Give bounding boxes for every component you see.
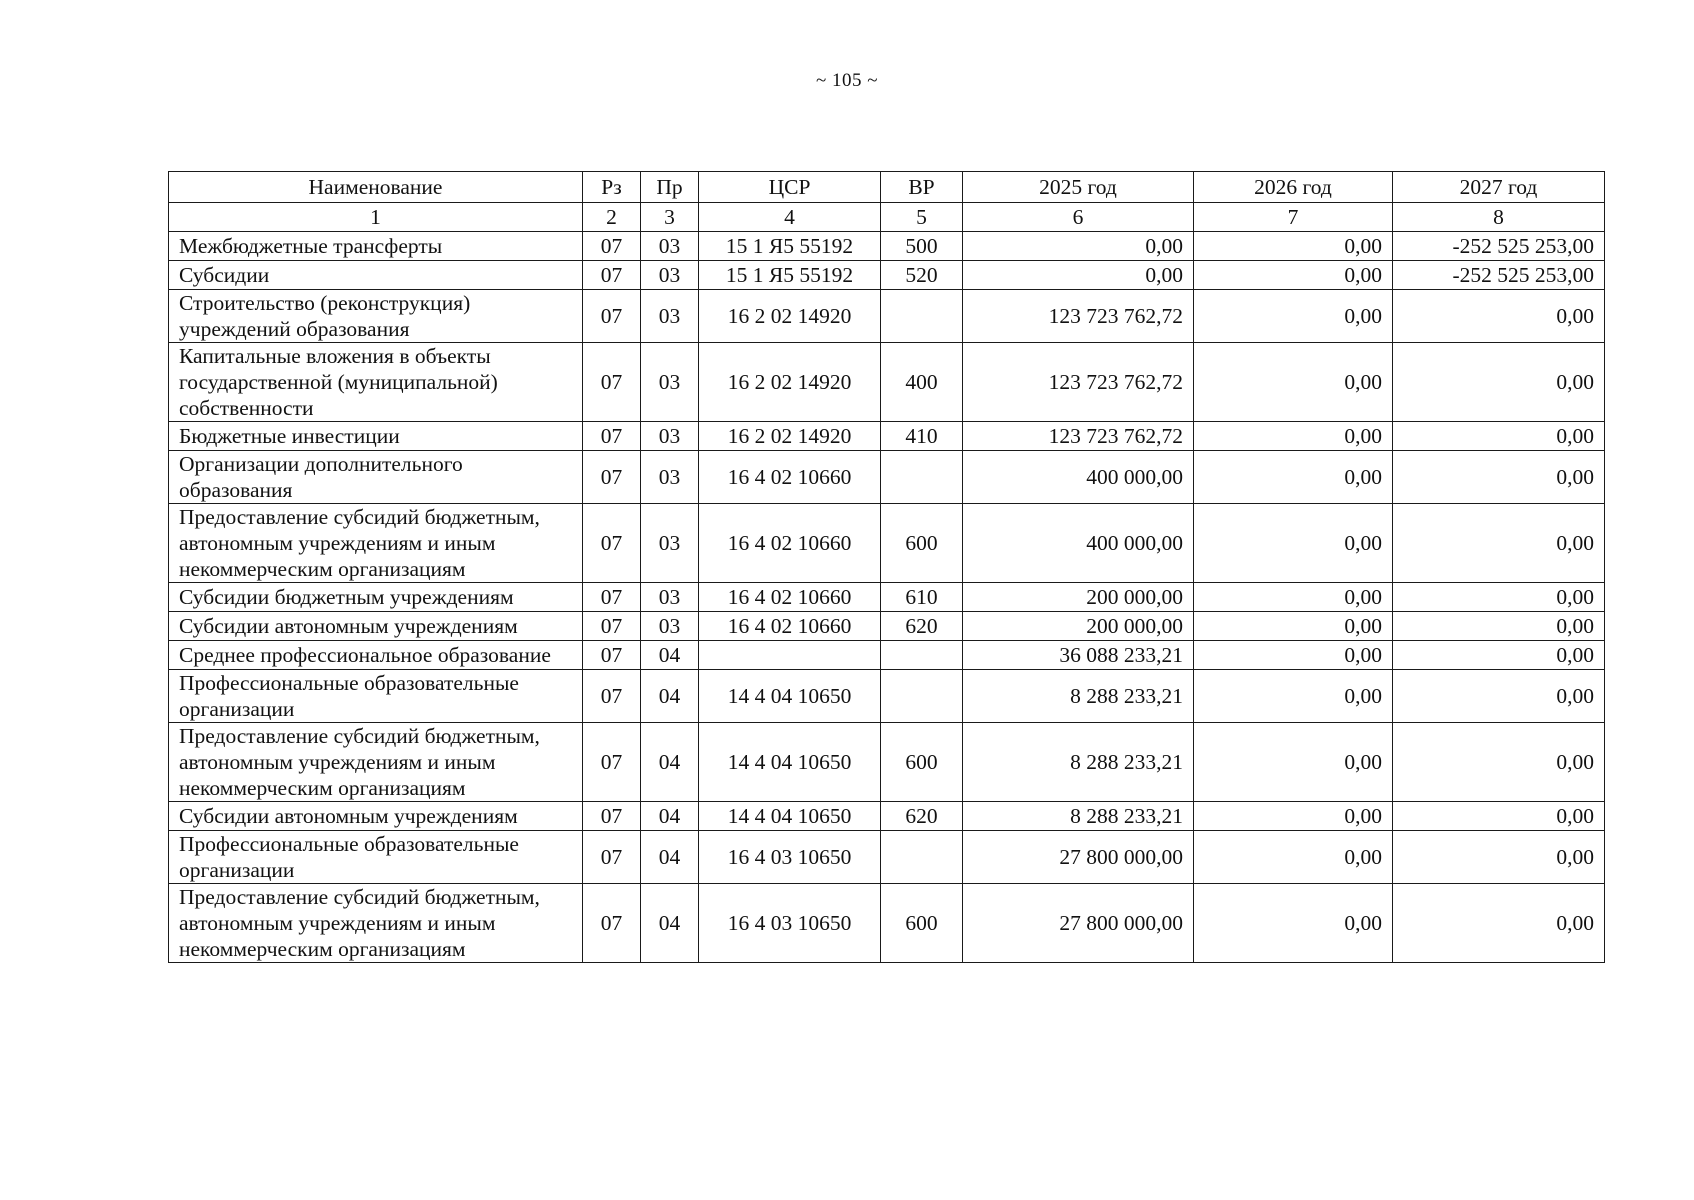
cell-pr: 03: [641, 232, 699, 261]
cell-rz: 07: [583, 583, 641, 612]
cell-2025: 400 000,00: [963, 504, 1194, 583]
cell-vr: 500: [881, 232, 963, 261]
cell-pr: 04: [641, 723, 699, 802]
table-row: [169, 451, 1605, 504]
cell-rz: 07: [583, 641, 641, 670]
cell-2027: 0,00: [1393, 612, 1605, 641]
cell-pr: 03: [641, 583, 699, 612]
cell-pr: 04: [641, 670, 699, 723]
table-row: [169, 670, 1605, 723]
cell-pr: 04: [641, 884, 699, 963]
cell-2025: 27 800 000,00: [963, 831, 1194, 884]
cell-rz: 07: [583, 802, 641, 831]
cell-name: Субсидии: [169, 261, 583, 290]
table-row: [169, 232, 1605, 261]
column-header-pr: Пр: [641, 172, 699, 203]
cell-2027: 0,00: [1393, 290, 1605, 343]
cell-2026: 0,00: [1194, 641, 1393, 670]
cell-rz: 07: [583, 670, 641, 723]
cell-rz: 07: [583, 451, 641, 504]
cell-csr: 16 4 03 10650: [699, 831, 881, 884]
cell-rz: 07: [583, 232, 641, 261]
cell-vr: [881, 670, 963, 723]
table-row: [169, 831, 1605, 884]
cell-pr: 03: [641, 451, 699, 504]
column-number: 1: [169, 203, 583, 232]
cell-2025: 400 000,00: [963, 451, 1194, 504]
cell-2027: 0,00: [1393, 422, 1605, 451]
cell-rz: 07: [583, 504, 641, 583]
cell-2026: 0,00: [1194, 884, 1393, 963]
column-number: 7: [1194, 203, 1393, 232]
cell-name: Предоставление субсидий бюджетным, автономным учреждениям и иным некоммерческим организациям: [169, 884, 583, 963]
cell-pr: 03: [641, 290, 699, 343]
column-header-vr: ВР: [881, 172, 963, 203]
cell-name: Предоставление субсидий бюджетным, автономным учреждениям и иным некоммерческим организациям: [169, 723, 583, 802]
cell-csr: 16 4 02 10660: [699, 583, 881, 612]
cell-2026: 0,00: [1194, 612, 1393, 641]
cell-pr: 03: [641, 612, 699, 641]
cell-csr: 15 1 Я5 55192: [699, 232, 881, 261]
cell-pr: 03: [641, 504, 699, 583]
cell-2026: 0,00: [1194, 232, 1393, 261]
column-header-2026: 2026 год: [1194, 172, 1393, 203]
cell-2027: 0,00: [1393, 670, 1605, 723]
cell-2026: 0,00: [1194, 290, 1393, 343]
table-row: [169, 504, 1605, 583]
cell-vr: 400: [881, 343, 963, 422]
cell-rz: 07: [583, 343, 641, 422]
column-header-2025: 2025 год: [963, 172, 1194, 203]
cell-pr: 03: [641, 261, 699, 290]
cell-2027: 0,00: [1393, 802, 1605, 831]
cell-name: Среднее профессиональное образование: [169, 641, 583, 670]
cell-2026: 0,00: [1194, 422, 1393, 451]
column-header-rz: Рз: [583, 172, 641, 203]
column-number: 4: [699, 203, 881, 232]
cell-csr: 15 1 Я5 55192: [699, 261, 881, 290]
column-number: 6: [963, 203, 1194, 232]
cell-2025: 27 800 000,00: [963, 884, 1194, 963]
cell-vr: 410: [881, 422, 963, 451]
cell-name: Субсидии автономным учреждениям: [169, 802, 583, 831]
cell-2026: 0,00: [1194, 504, 1393, 583]
cell-vr: [881, 451, 963, 504]
cell-csr: 14 4 04 10650: [699, 723, 881, 802]
cell-2026: 0,00: [1194, 343, 1393, 422]
column-header-csr: ЦСР: [699, 172, 881, 203]
cell-name: Субсидии бюджетным учреждениям: [169, 583, 583, 612]
cell-2025: 0,00: [963, 232, 1194, 261]
cell-csr: 14 4 04 10650: [699, 670, 881, 723]
cell-2027: 0,00: [1393, 504, 1605, 583]
cell-name: Строительство (реконструкция) учреждений образования: [169, 290, 583, 343]
cell-name: Профессиональные образовательные организации: [169, 831, 583, 884]
cell-rz: 07: [583, 422, 641, 451]
table-row: [169, 583, 1605, 612]
cell-csr: 16 4 02 10660: [699, 612, 881, 641]
cell-2026: 0,00: [1194, 583, 1393, 612]
cell-name: Предоставление субсидий бюджетным, автономным учреждениям и иным некоммерческим организациям: [169, 504, 583, 583]
cell-2026: 0,00: [1194, 802, 1393, 831]
cell-2025: 8 288 233,21: [963, 802, 1194, 831]
page-number: ~ 105 ~: [815, 70, 879, 91]
cell-vr: 610: [881, 583, 963, 612]
cell-name: Капитальные вложения в объекты государственной (муниципальной) собственности: [169, 343, 583, 422]
cell-2027: 0,00: [1393, 831, 1605, 884]
cell-2025: 123 723 762,72: [963, 422, 1194, 451]
cell-vr: 600: [881, 504, 963, 583]
cell-2025: 123 723 762,72: [963, 343, 1194, 422]
cell-2025: 8 288 233,21: [963, 670, 1194, 723]
column-number: 3: [641, 203, 699, 232]
cell-2026: 0,00: [1194, 831, 1393, 884]
cell-csr: 16 2 02 14920: [699, 290, 881, 343]
column-number: 8: [1393, 203, 1605, 232]
cell-csr: 16 4 03 10650: [699, 884, 881, 963]
column-number-row: [169, 203, 1605, 232]
cell-rz: 07: [583, 723, 641, 802]
cell-2027: 0,00: [1393, 641, 1605, 670]
budget-table: [168, 171, 1605, 963]
cell-rz: 07: [583, 831, 641, 884]
cell-2027: -252 525 253,00: [1393, 232, 1605, 261]
cell-pr: 03: [641, 343, 699, 422]
cell-2025: 8 288 233,21: [963, 723, 1194, 802]
cell-2026: 0,00: [1194, 670, 1393, 723]
column-number: 5: [881, 203, 963, 232]
table-row: [169, 612, 1605, 641]
cell-2025: 36 088 233,21: [963, 641, 1194, 670]
cell-rz: 07: [583, 612, 641, 641]
cell-vr: [881, 641, 963, 670]
cell-vr: 600: [881, 884, 963, 963]
cell-rz: 07: [583, 290, 641, 343]
table-row: [169, 723, 1605, 802]
cell-csr: [699, 641, 881, 670]
column-number: 2: [583, 203, 641, 232]
cell-2025: 0,00: [963, 261, 1194, 290]
cell-rz: 07: [583, 261, 641, 290]
header-row: [169, 172, 1605, 203]
table-body: [169, 232, 1605, 963]
table-row: [169, 343, 1605, 422]
cell-vr: 620: [881, 802, 963, 831]
cell-csr: 14 4 04 10650: [699, 802, 881, 831]
cell-name: Межбюджетные трансферты: [169, 232, 583, 261]
table-row: [169, 884, 1605, 963]
cell-2026: 0,00: [1194, 451, 1393, 504]
cell-csr: 16 2 02 14920: [699, 422, 881, 451]
cell-vr: [881, 290, 963, 343]
table-row: [169, 802, 1605, 831]
cell-name: Профессиональные образовательные организации: [169, 670, 583, 723]
cell-vr: 620: [881, 612, 963, 641]
column-header-2027: 2027 год: [1393, 172, 1605, 203]
cell-pr: 04: [641, 831, 699, 884]
cell-2027: 0,00: [1393, 451, 1605, 504]
cell-2027: 0,00: [1393, 343, 1605, 422]
cell-pr: 03: [641, 422, 699, 451]
cell-2027: 0,00: [1393, 723, 1605, 802]
cell-name: Организации дополнительного образования: [169, 451, 583, 504]
table-row: [169, 641, 1605, 670]
cell-csr: 16 4 02 10660: [699, 504, 881, 583]
cell-pr: 04: [641, 802, 699, 831]
cell-csr: 16 4 02 10660: [699, 451, 881, 504]
cell-2027: -252 525 253,00: [1393, 261, 1605, 290]
cell-name: Субсидии автономным учреждениям: [169, 612, 583, 641]
cell-vr: [881, 831, 963, 884]
cell-vr: 600: [881, 723, 963, 802]
cell-2027: 0,00: [1393, 583, 1605, 612]
table-row: [169, 422, 1605, 451]
cell-2026: 0,00: [1194, 261, 1393, 290]
cell-2025: 123 723 762,72: [963, 290, 1194, 343]
cell-2025: 200 000,00: [963, 612, 1194, 641]
cell-pr: 04: [641, 641, 699, 670]
cell-2026: 0,00: [1194, 723, 1393, 802]
cell-vr: 520: [881, 261, 963, 290]
table-row: [169, 290, 1605, 343]
cell-2027: 0,00: [1393, 884, 1605, 963]
cell-rz: 07: [583, 884, 641, 963]
cell-name: Бюджетные инвестиции: [169, 422, 583, 451]
cell-csr: 16 2 02 14920: [699, 343, 881, 422]
column-header-name: Наименование: [169, 172, 583, 203]
table-row: [169, 261, 1605, 290]
cell-2025: 200 000,00: [963, 583, 1194, 612]
